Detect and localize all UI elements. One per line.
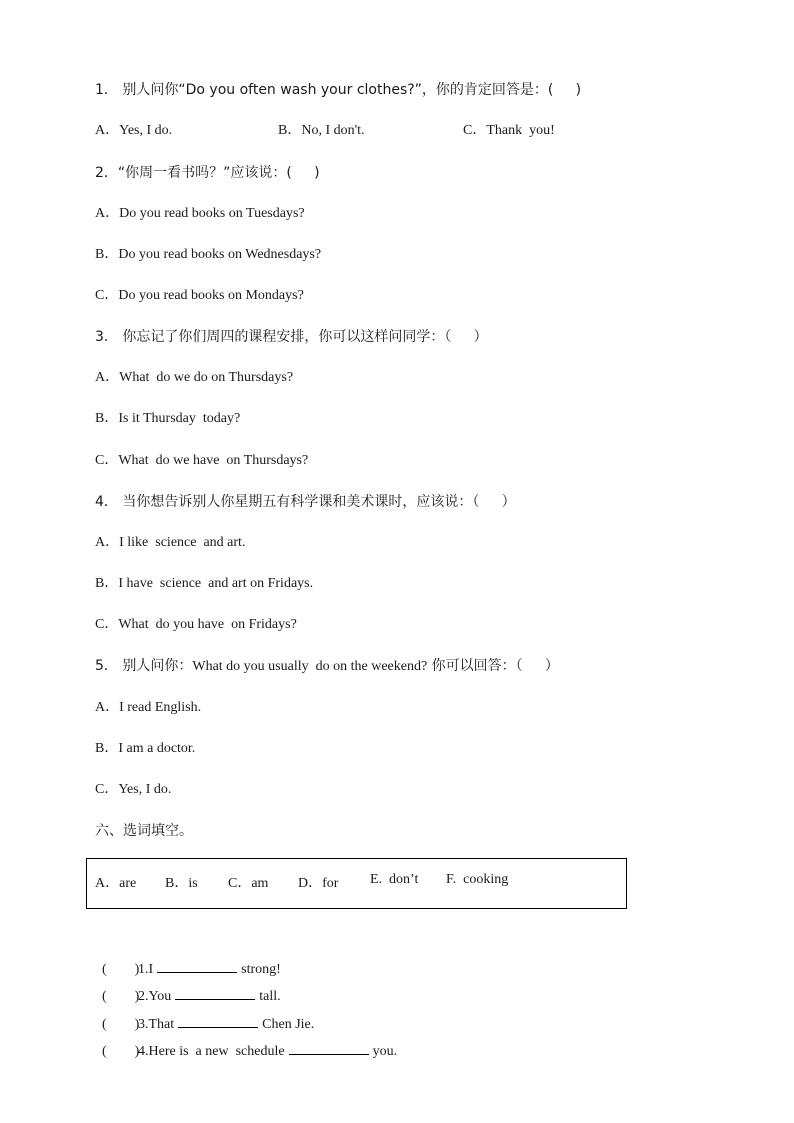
q5-stem-prefix: 5． 别人问你： <box>95 658 193 674</box>
fill-text-before: 3.That <box>138 1017 175 1032</box>
q3-stem: 3． 你忘记了你们周四的课程安排，你可以这样问同学：（ ） <box>95 329 488 345</box>
q4-option-c[interactable]: C．What do you have on Fridays? <box>95 617 297 632</box>
q1-option-a[interactable]: A．Yes, I do. <box>95 123 173 138</box>
q1-stem: 1． 别人问你“Do you often wash your clothes?”，你的肯定回答是：( ) <box>95 82 582 98</box>
fill-item-4 <box>95 1022 397 1061</box>
q1-option-b[interactable]: B．No, I don't. <box>278 123 365 138</box>
fill-text-after: you. <box>372 1044 398 1059</box>
q3-option-c[interactable]: C．What do we have on Thursdays? <box>95 453 309 468</box>
fill-text-before: 1.I <box>138 962 154 977</box>
fill-text-after: tall. <box>259 989 281 1004</box>
q5-option-b[interactable]: B．I am a doctor. <box>95 741 196 756</box>
q2-option-c[interactable]: C．Do you read books on Mondays? <box>95 288 304 303</box>
q2-option-b[interactable]: B．Do you read books on Wednesdays? <box>95 247 322 262</box>
fill-text-after: strong! <box>241 962 281 977</box>
q3-option-b[interactable]: B．Is it Thursday today? <box>95 411 241 426</box>
answer-paren[interactable]: ( ) <box>102 989 140 1004</box>
answer-blank[interactable] <box>289 1040 369 1055</box>
word-option-d: D．for <box>298 876 339 891</box>
q5-option-a[interactable]: A．I read English. <box>95 700 202 715</box>
q5-option-c[interactable]: C．Yes, I do. <box>95 782 172 797</box>
word-option-a: A．are <box>95 876 137 891</box>
fill-text-before: 2.You <box>138 989 172 1004</box>
q3-option-a[interactable]: A．What do we do on Thursdays? <box>95 370 294 385</box>
q4-option-a[interactable]: A．I like science and art. <box>95 535 246 550</box>
word-bank-box <box>86 858 627 909</box>
answer-paren[interactable]: ( ) <box>102 962 140 977</box>
q1-option-c[interactable]: C．Thank you! <box>463 123 555 138</box>
word-option-b: B．is <box>165 876 198 891</box>
word-option-e: E. don’t <box>370 872 419 887</box>
q5-stem-english: What do you usually do on the weekend? <box>192 659 428 674</box>
q5-stem <box>95 657 559 676</box>
q5-stem-suffix: 你可以回答：（ ） <box>427 658 559 674</box>
q2-stem: 2．“你周一看书吗？”应该说：( ) <box>95 165 320 181</box>
q4-stem: 4． 当你想告诉别人你星期五有科学课和美术课时，应该说：（ ） <box>95 494 516 510</box>
fill-text-before: 4.Here is a new schedule <box>138 1044 285 1059</box>
section-title: 六、选词填空。 <box>95 823 193 839</box>
q2-option-a[interactable]: A．Do you read books on Tuesdays? <box>95 206 305 221</box>
word-option-c: C．am <box>228 876 269 891</box>
fill-text-after: Chen Jie. <box>262 1017 315 1032</box>
word-option-f: F. cooking <box>446 872 509 887</box>
q4-option-b[interactable]: B．I have science and art on Fridays. <box>95 576 314 591</box>
answer-paren[interactable]: ( ) <box>102 1044 140 1059</box>
answer-paren[interactable]: ( ) <box>102 1017 140 1032</box>
